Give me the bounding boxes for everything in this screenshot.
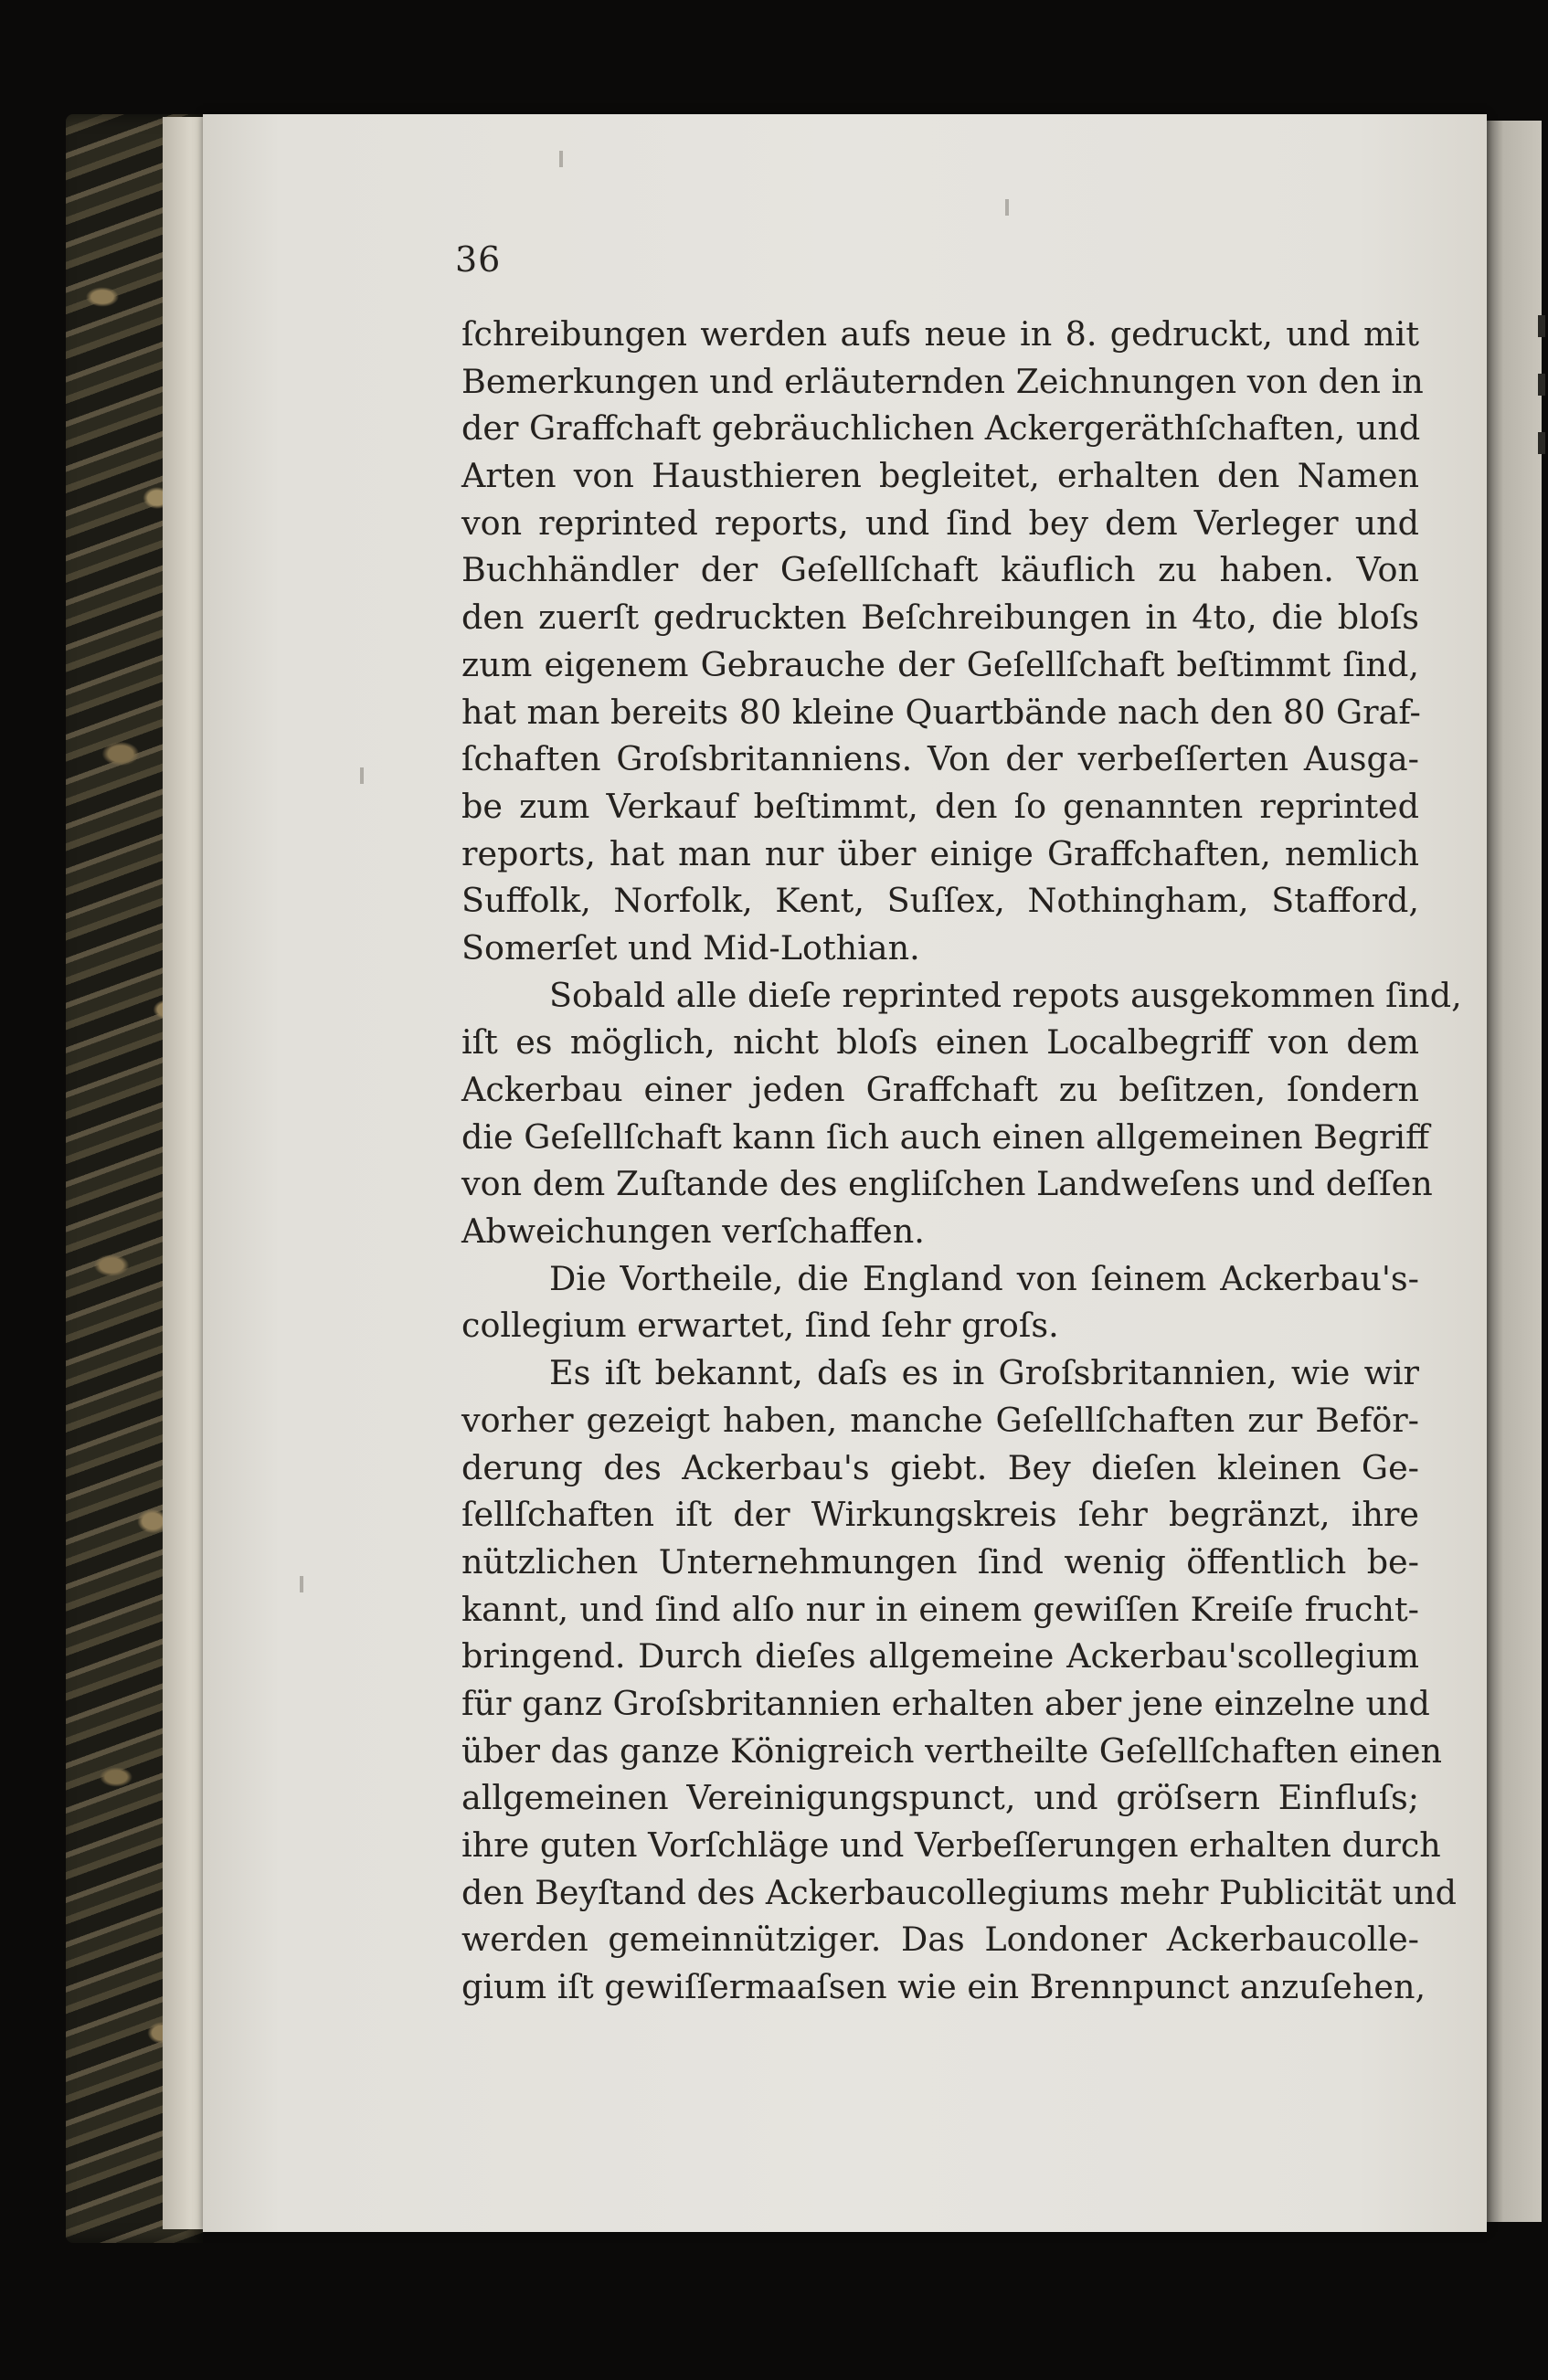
facing-page-text-marks [1538, 315, 1545, 489]
text-line: ſellſchaften iſt der Wirkungskreis ſehr begränzt, ihre [461, 1495, 1419, 1535]
text-line: Sobald alle dieſe reprinted repots ausgekommen ſind, [549, 975, 1462, 1015]
page-blemish [360, 767, 364, 784]
text-line: vorher gezeigt haben, manche Geſellſchaften zur Beför- [461, 1400, 1419, 1440]
text-line: ſchreibungen werden aufs neue in 8. gedruckt, und mit [461, 314, 1419, 354]
text-line: reports, hat man nur über einige Graffchaften, nemlich [461, 833, 1419, 873]
page-blemish [300, 1576, 303, 1592]
text-line: ihre guten Vorſchläge und Verbeſſerungen erhalten durch [461, 1825, 1441, 1865]
facing-page-edge [1487, 121, 1542, 2222]
text-line: kannt, und ſind alſo nur in einem gewiſſen Kreiſe frucht- [461, 1589, 1419, 1629]
text-line: den Beyſtand des Ackerbaucollegiums mehr Publicität und [461, 1872, 1458, 1912]
text-line: über das ganze Königreich vertheilte Geſellſchaften einen [461, 1730, 1443, 1771]
text-line: von dem Zuſtande des engliſchen Landweſens und deſſen [461, 1164, 1433, 1204]
text-line: Somerſet und Mid-Lothian. [461, 927, 920, 968]
body-text [461, 311, 1462, 2011]
text-line: Ackerbau einer jeden Graffchaft zu beſitzen, ſondern [461, 1070, 1419, 1109]
text-line: Die Vortheile, die England von ſeinem Ackerbau's- [549, 1258, 1419, 1298]
text-line: von reprinted reports, und ſind bey dem Verleger und [461, 502, 1419, 543]
text-line: Suffolk, Norfolk, Kent, Suſſex, Nothingham, Stafford, [461, 881, 1419, 921]
text-line: Abweichungen verſchaffen. [461, 1211, 925, 1252]
text-line: Arten von Hausthieren begleitet, erhalten den Namen [461, 456, 1419, 496]
text-line: für ganz Groſsbritannien erhalten aber jene einzelne und [461, 1683, 1430, 1723]
text-line: bringend. Durch dieſes allgemeine Ackerbau'scollegium [461, 1636, 1419, 1677]
text-line: der Graffchaft gebräuchlichen Ackergeräthſchaften, und [461, 408, 1421, 449]
page-number: 36 [455, 239, 502, 280]
text-line: Es iſt bekannt, daſs es in Groſsbritannien, wie wir [549, 1353, 1419, 1393]
text-line: nützlichen Unternehmungen ſind wenig öffentlich be- [461, 1541, 1419, 1581]
page-blemish [1005, 199, 1009, 216]
text-line: collegium erwartet, ſind ſehr groſs. [461, 1306, 1059, 1346]
text-line: ſchaften Groſsbritanniens. Von der verbeſſerten Ausga- [461, 739, 1419, 779]
text-line: iſt es möglich, nicht bloſs einen Localbegriff von dem [461, 1022, 1419, 1063]
text-line: die Geſellſchaft kann ſich auch einen allgemeinen Begriff [461, 1116, 1430, 1157]
text-line: hat man bereits 80 kleine Quartbände nach den 80 Graf- [461, 692, 1421, 732]
page-blemish [559, 151, 563, 167]
text-line: be zum Verkauf beſtimmt, den ſo genannten reprinted [461, 786, 1419, 826]
text-line: zum eigenem Gebrauche der Geſellſchaft beſtimmt ſind, [461, 644, 1419, 684]
text-line: derung des Ackerbau's giebt. Bey dieſen kleinen Ge- [461, 1447, 1419, 1487]
text-line: Bemerkungen und erläuternden Zeichnungen von den in [461, 361, 1424, 401]
text-line: den zuerſt gedruckten Beſchreibungen in 4to, die bloſs [461, 598, 1419, 638]
text-line: allgemeinen Vereinigungspunct, und gröſsern Einfluſs; [461, 1778, 1419, 1818]
text-line: werden gemeinnütziger. Das Londoner Ackerbaucolle- [461, 1920, 1419, 1960]
text-line: Buchhändler der Geſellſchaft käuflich zu haben. Von [461, 550, 1419, 590]
text-line: gium iſt gewiſſermaaſsen wie ein Brennpunct anzuſehen, [461, 1967, 1426, 2007]
